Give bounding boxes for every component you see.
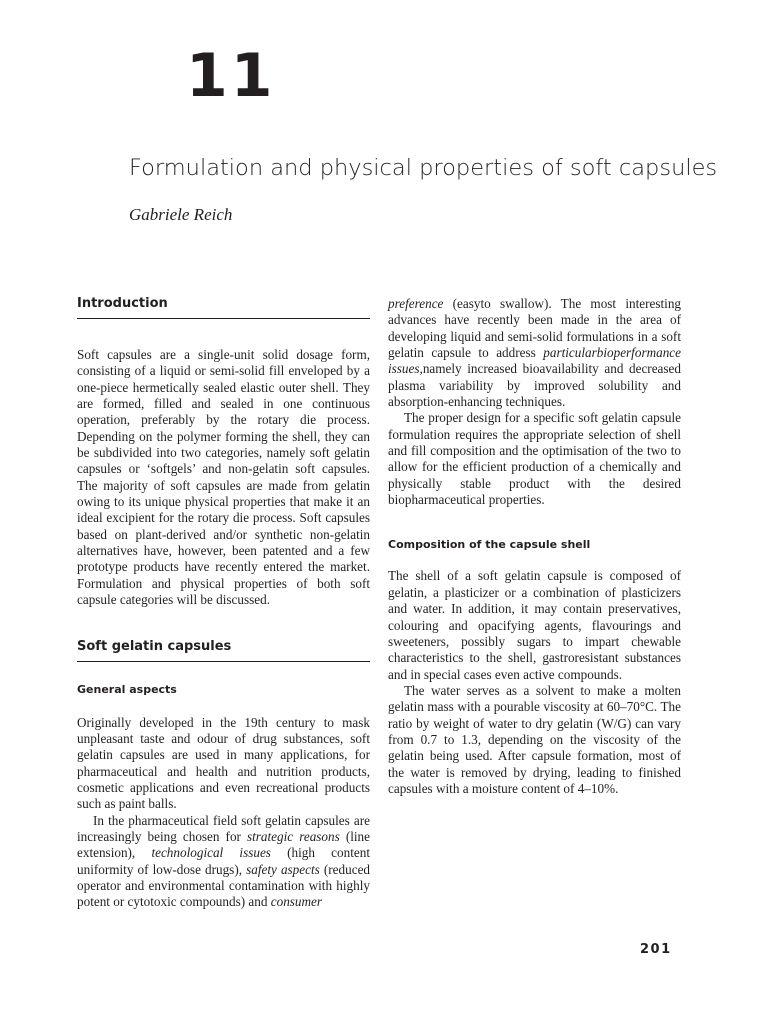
right-column bbox=[388, 296, 681, 797]
p2-text-b: (line extension), bbox=[77, 828, 370, 861]
p2-strategic-reasons: strategic reasons bbox=[247, 828, 340, 844]
chapter-number: 11 bbox=[186, 41, 276, 111]
p2-text-f: , bbox=[419, 361, 423, 377]
left-column bbox=[77, 296, 370, 911]
shell-paragraph-1: The shell of a soft gelatin capsule is composed of gelatin, a plasticizer or a combination of plasticizers and water. In addition, it may contain preservatives, colouring and opacifying agents, flavourings and sweeteners, possibly sugars to impart chewable characteristics to the shell, gastroresistant substances and in special cases even active compounds. bbox=[388, 568, 681, 682]
chapter-author: Gabriele Reich bbox=[129, 205, 233, 224]
p2-bioperformance-issues: bioperformance issues bbox=[388, 345, 681, 377]
p2-text-a: In the pharmaceutical field soft gelatin capsules are increasingly being chosen for bbox=[77, 812, 370, 844]
chapter-title: Formulation and physical properties of soft capsules bbox=[129, 155, 718, 181]
page-number: 201 bbox=[640, 942, 672, 957]
p2-text-d: (reduced operator and environmental contamination with highly potent or cytotoxic compounds) and bbox=[77, 861, 371, 910]
shell-paragraph-2: The water serves as a solvent to make a molten gelatin mass with a pourable viscosity at 60–70°C. The ratio by weight of water to dry gelatin (W/G) can vary from 0.7 to 1.3, depending on the viscosity of the gelatin being used. After capsule formation, most of the water is removed by drying, leading to finished capsules with a moisture content of 4–10%. bbox=[388, 682, 681, 796]
p2-text-e: to swallow). The most interesting advances have recently been made in the area of developing liquid and semi-solid formulations in a soft gelatin capsule to address bbox=[388, 296, 682, 361]
p2-consumer-preference: preference bbox=[388, 296, 444, 311]
general-aspects-paragraph-1: Originally developed in the 19th century to mask unpleasant taste and odour of drug substances, soft gelatin capsules are used in many applications, for pharmaceutical and health and nutrition products, cosmetic applications and even recreational products such as paint balls. bbox=[77, 714, 370, 812]
p2-safety-aspects: safety aspects bbox=[246, 861, 320, 877]
p2-consumer-preference: consumer bbox=[270, 894, 323, 910]
p2-technological-issues: technological issues bbox=[151, 845, 271, 861]
general-aspects-paragraph-2 bbox=[77, 813, 370, 911]
soft-gelatin-heading: Soft gelatin capsules bbox=[77, 639, 370, 662]
p2-bioperformance-issues: particular bbox=[543, 345, 597, 361]
general-aspects-paragraph-3: The proper design for a specific soft gelatin capsule formulation requires the appropriate selection of shell and fill composition and the optimisation of the two to allow for the efficient production of a chemically and physically stable product with the desired biopharmaceutical properties. bbox=[388, 410, 681, 508]
introduction-paragraph: Soft capsules are a single-unit solid dosage form, consisting of a liquid or semi-solid fill enveloped by a one-piece hermetically sealed elastic outer shell. They are formed, filled and sealed in one continuous operation, preferably by the rotary die process. Depending on the polymer forming the shell, they can be subdivided into two categories, namely soft gelatin capsules or ‘softgels’ and non-gelatin soft capsules. The majority of soft capsules are made from gelatin owing to its unique physical properties that make it an ideal excipient for the rotary die process. Soft capsules based on plant-derived and/or synthetic non-gelatin alternatives have, however, been patented and a few prototype products have recently entered the market. Formulation and physical properties of both soft capsule categories will be discussed. bbox=[77, 347, 370, 608]
general-aspects-paragraph-2-continued bbox=[388, 296, 681, 410]
shell-composition-heading: Composition of the capsule shell bbox=[388, 538, 591, 552]
general-aspects-heading: General aspects bbox=[77, 682, 177, 696]
introduction-heading: Introduction bbox=[77, 296, 370, 319]
p2-text-c: (high content uniformity of low-dose drugs), bbox=[77, 845, 370, 877]
p2-text-e: (easy bbox=[443, 296, 481, 311]
p2-text-f: namely increased bioavailability and decreased plasma variability by improved solubility and absorption-enhancing techniques. bbox=[388, 361, 681, 410]
